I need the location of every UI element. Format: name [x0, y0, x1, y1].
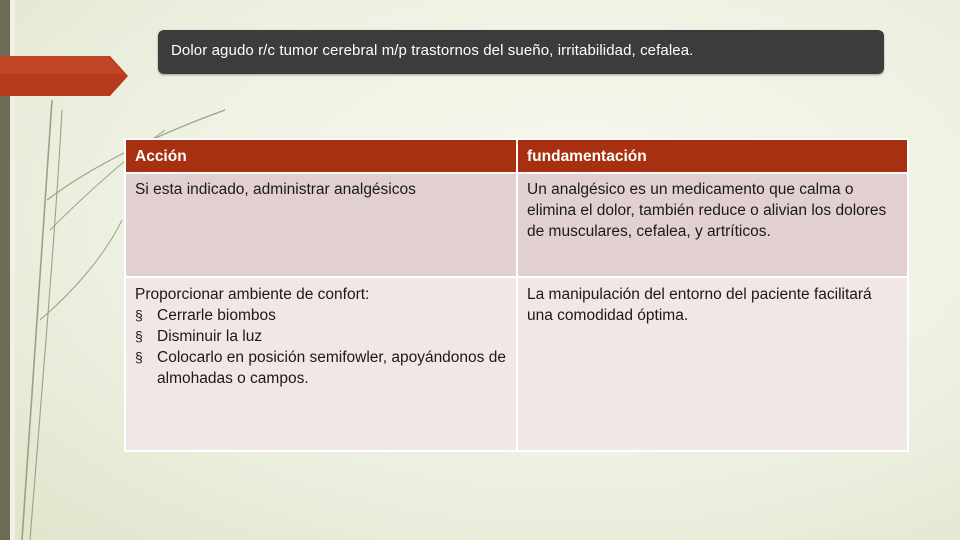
- bullet-glyph: §: [135, 307, 143, 323]
- bullet-glyph: §: [135, 328, 143, 344]
- section-arrow-tab: [0, 56, 128, 96]
- header-accion: Acción: [125, 139, 517, 173]
- bullet-glyph: §: [135, 349, 143, 365]
- list-item: [135, 347, 507, 389]
- header-fundamentacion: fundamentación: [517, 139, 908, 173]
- table-row: [125, 173, 908, 277]
- cell-action: [125, 277, 517, 451]
- list-item: [135, 305, 507, 326]
- list-item-text: Cerrarle biombos: [157, 307, 276, 324]
- page-title: Dolor agudo r/c tumor cerebral m/p trastornos del sueño, irritabilidad, cefalea.: [158, 30, 884, 74]
- action-intro: Proporcionar ambiente de confort:: [135, 286, 370, 303]
- action-list: [135, 305, 507, 389]
- table-row: [125, 277, 908, 451]
- cell-rationale: La manipulación del entorno del paciente facilitará una comodidad óptima.: [517, 277, 908, 451]
- list-item: [135, 326, 507, 347]
- deco-line-5: [40, 220, 122, 320]
- list-item-text: Colocarlo en posición semifowler, apoyándonos de almohadas o campos.: [157, 349, 506, 387]
- deco-line-1: [22, 100, 52, 540]
- cell-action: Si esta indicado, administrar analgésicos: [125, 173, 517, 277]
- deco-line-2: [30, 110, 62, 540]
- cell-rationale: Un analgésico es un medicamento que calma o elimina el dolor, también reduce o alivian los dolores de musculares, cefalea, y artríticos.: [517, 173, 908, 277]
- table-header-row: [125, 139, 908, 173]
- care-plan-table: [124, 138, 909, 452]
- list-item-text: Disminuir la luz: [157, 328, 263, 345]
